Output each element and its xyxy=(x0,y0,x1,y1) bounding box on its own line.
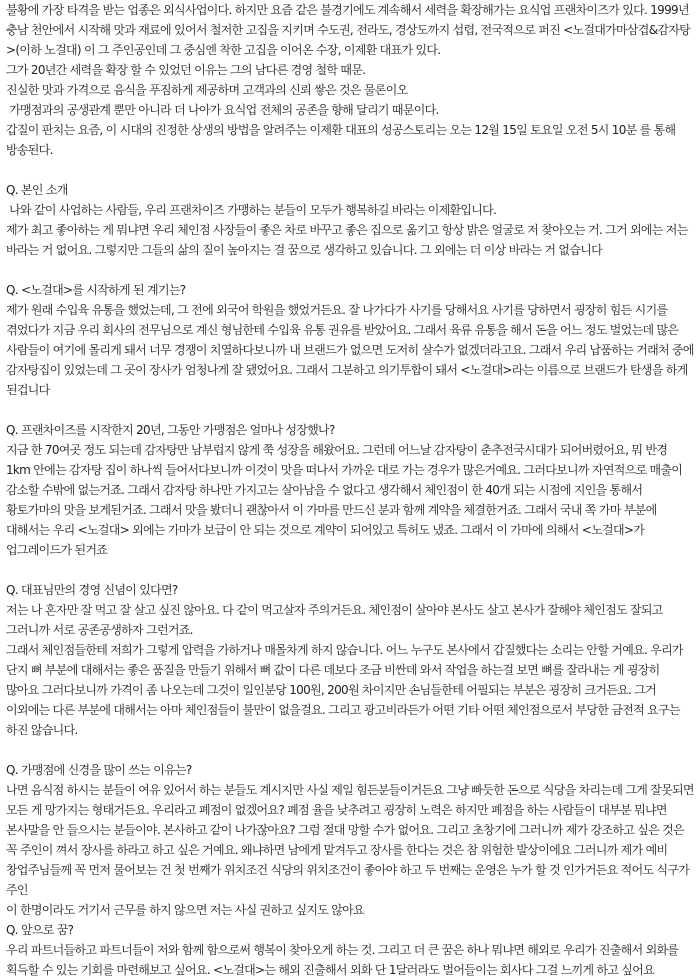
qa-block xyxy=(6,580,694,740)
answer: 지금 한 70여곳 정도 되는데 감자탕만 남부럽지 않게 쭉 성장을 해왔어요. 그런데 어느날 감자탕이 춘추전국시대가 되어버렸어요, 뭐 반경 1km 안에는 감자탕 집이 하나씩 들어서다보니까 이것이 맛을 떠나서 가까운 대로 가는 경우가 많은거예요. 그러다보니까 자연적으로 매출이 감소할 수밖에 없는거죠. 그래서 감자탕 하나만 가지고는 살아남을 수 없다고 생각해서 체인점이 한 40개 되는 시점에 지인을 통해서 황토가마의 맛을 보게된거죠. 그래서 맛을 봤더니 괜찮아서 이 가마를 만드신 분과 함께 계약을 체결한거죠. 그래서 국내 쪽 가마 부분에 대해서는 우리 <노걸대> 외에는 가마가 보급이 안 되는 것으로 계약이 되어있고 특허도 냈죠. 그래서 이 가마에 의해서 <노걸대>가 업그레이드가 된거죠 xyxy=(6,443,686,557)
spacer xyxy=(6,740,694,760)
answer: 나면 음식점 하시는 분들이 여유 있어서 하는 분들도 계시지만 사실 제일 힘든분들이거든요 그냥 빠듯한 돈으로 식당을 차리는데 그게 잘못되면 모든 게 망가지는 형태거든요. 우리라고 폐점이 없겠어요? 폐점 율을 낮추려고 굉장히 노력은 하지만 폐점을 하는 사람들이 대부분 뭐냐면 본사말을 안 들으시는 분들이야. 본사하고 같이 나가잖아요? 그럼 절대 망할 수가 없어요. 그리고 초창기에 그러니까 제가 강조하고 싶은 것은 꼭 주인이 껴서 장사를 하라고 하고 싶은 거예요. 왜냐하면 남에게 맡겨두고 장사를 한다는 것은 참 위험한 발상이에요 그러니까 제가 예비 창업주님들께 꼭 먼저 물어보는 건 첫 번째가 위치조건 식당의 위치조건이 좋아야 하고 두 번째는 운영은 누가 할 것 인가거든요 적어도 식구가 주인 xyxy=(6,783,697,897)
question: Q. 가맹점에 신경을 많이 쓰는 이유는? xyxy=(6,763,192,777)
answer: 이 한명이라도 거기서 근무를 하지 않으면 저는 사실 권하고 싶지도 않아요 xyxy=(6,903,364,917)
qa-block xyxy=(6,920,694,980)
intro-line: 진실한 맛과 가격으로 음식을 푸짐하게 제공하며 고객과의 신뢰 쌓은 것은 물론이오 xyxy=(6,83,408,97)
intro-line: 가맹점과의 공생관계 뿐만 아니라 더 나아가 요식업 전체의 공존을 향해 달리기 때문이다. xyxy=(6,103,439,117)
qa-block xyxy=(6,180,694,260)
answer: 우리 파트너들하고 파트너들이 저와 함께 함으로써 행복이 찾아오게 하는 것. 그리고 더 큰 꿈은 하나 뭐냐면 해외로 우리가 진출해서 외화를 획득할 수 있는 기회를 마련해보고 싶어요. <노걸대>는 해외 진출해서 외화 단 1달러라도 벌어들이는 회사다 그걸 느끼게 하고 싶어요 xyxy=(6,943,682,977)
answer: 제가 원래 수입육 유통을 했었는데, 그 전에 외국어 학원을 했었거든요. 잘 나가다가 사기를 당해서요 사기를 당하면서 굉장히 힘든 시기를 겪었다가 지금 우리 회사의 전무님으로 계신 형님한테 수입육 유통 권유를 받았어요. 그래서 육류 유통을 해서 돈을 어느 정도 벌었는데 많은 사람들이 여기에 몰리게 돼서 너무 경쟁이 치열하다보니까 내 브랜드가 없으면 도저히 살수가 없겠더라고요. 그래서 우리 납품하는 거래처 중에 감자탕집이 있었는데 그 곳이 장사가 엄청나게 잘 됐었어요. 그래서 그분하고 의기투합이 돼서 <노걸대>라는 이름으로 브랜드가 탄생을 하게 된겁니다 xyxy=(6,303,697,397)
question: Q. 본인 소개 xyxy=(6,183,68,197)
question: Q. 대표님만의 경영 신념이 있다면? xyxy=(6,583,178,597)
answer: 나와 같이 사업하는 사람들, 우리 프랜차이즈 가맹하는 분들이 모두가 행복하길 바라는 이제환입니다. xyxy=(6,203,497,217)
qa-block xyxy=(6,420,694,560)
spacer xyxy=(6,160,694,180)
qa-block xyxy=(6,760,697,920)
question: Q. <노걸대>를 시작하게 된 계기는? xyxy=(6,283,186,297)
spacer xyxy=(6,560,694,580)
qa-block xyxy=(6,280,697,400)
question: Q. 프랜차이즈를 시작한지 20년, 그동안 가맹점은 얼마나 성장했나? xyxy=(6,423,335,437)
answer: 그래서 체인점들한테 저희가 그렇게 압력을 가하거나 매몰차게 하지 않습니다. 어느 누구도 본사에서 갑질했다는 소리는 안할 거예요. 우리가 단지 뼈 부분에 대해서는 좋은 품질을 만들기 위해서 뼈 값이 다른 데보다 조금 비싼데 와서 작업을 하는걸 보면 뼈를 잘라내는 게 굉장히 많아요 그러다보니까 가격이 좀 나오는데 그것이 일인분당 100원, 200원 차이지만 손님들한테 어필되는 부분은 굉장히 크거든요. 그거 이외에는 다른 부분에 대해서는 아마 체인점들이 불만이 없을걸요. 그리고 광고비라든가 어떤 기타 어떤 체인점으로서 부당한 금전적 요구는 하진 않습니다. xyxy=(6,643,687,737)
question: Q. 앞으로 꿈? xyxy=(6,923,74,937)
intro-broadcast-notice: 갑질이 판치는 요즘, 이 시대의 진정한 상생의 방법을 알려주는 이제환 대표의 성공스토리는 오는 12월 15일 토요일 오전 5시 10분 를 통해 방송된다. xyxy=(6,123,679,157)
answer: 저는 나 혼자만 잘 먹고 잘 살고 싶진 않아요. 다 같이 먹고살자 주의거든요. 체인점이 살아야 본사도 살고 본사가 잘해야 체인점도 잘되고 그러니까 서로 공존공생하자 그런거죠. xyxy=(6,603,666,637)
spacer xyxy=(6,400,694,420)
intro-line: 그가 20년간 세력을 확장 할 수 있었던 이유는 그의 남다른 경영 철학 때문. xyxy=(6,63,366,77)
intro-section xyxy=(6,0,694,160)
intro-paragraph: 불황에 가장 타격을 받는 업종은 외식사업이다. 하지만 요즘 같은 불경기에도 계속해서 세력을 확장해가는 요식업 프랜차이즈가 있다. 1999년 충남 천안에서 시작해 맛과 재료에 있어서 철저한 고집을 지키며 수도권, 전라도, 경상도까지 섭렵, 전국적으로 퍼진 <노걸대가마삼겹&감자탕>(이하 노걸대) 이 그 주인공인데 그 중심엔 착한 고집을 이어온 수장, 이제환 대표가 있다. xyxy=(6,3,692,57)
answer: 제가 최고 좋아하는 게 뭐냐면 우리 체인점 사장들이 좋은 차로 바꾸고 좋은 집으로 옮기고 항상 밝은 얼굴로 저 찾아오는 거. 그거 외에는 저는 바라는 거 없어요. 그렇지만 그들의 삶의 질이 높아지는 걸 꿈으로 생각하고 있습니다. 그 외에는 더 이상 바라는 거 없습니다 xyxy=(6,223,691,257)
spacer xyxy=(6,260,694,280)
